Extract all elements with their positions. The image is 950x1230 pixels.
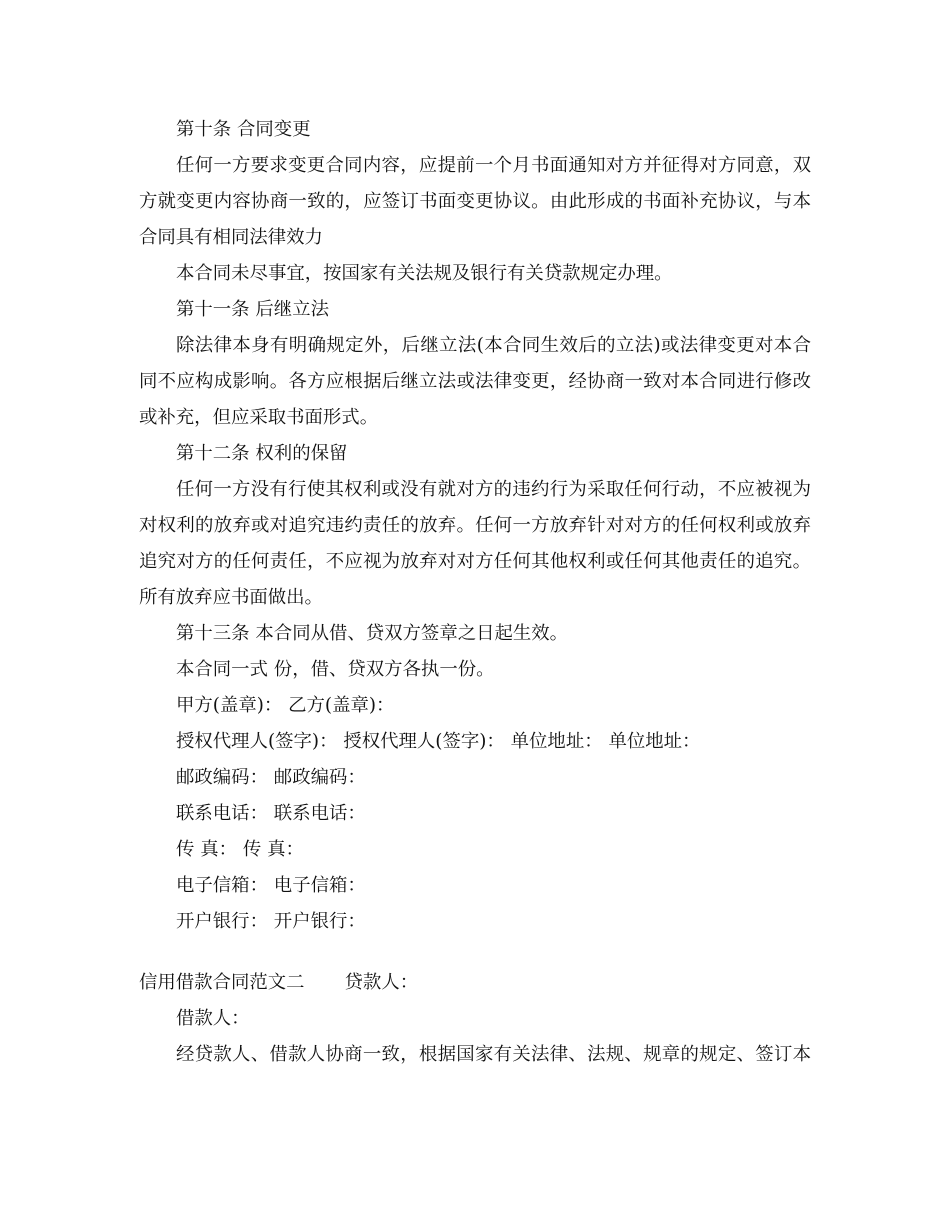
article-10-heading: 第十条 合同变更 <box>176 119 311 140</box>
postal-code-line: 邮政编码： 邮政编码： <box>176 767 366 788</box>
lender-label: 贷款人： <box>344 972 419 993</box>
paragraph-line: 合同具有相同法律效力 <box>139 227 323 248</box>
second-contract-title-line <box>139 965 811 1001</box>
paragraph-line: 同不应构成影响。各方应根据后继立法或法律变更，经协商一致对本合同进行修改 <box>139 371 811 392</box>
paragraph-line: 经贷款人、借款人协商一致，根据国家有关法律、法规、规章的规定、签订本 <box>176 1044 811 1065</box>
section-spacer <box>139 940 811 965</box>
paragraph-line: 本合同一式 份，借、贷双方各执一份。 <box>176 659 495 680</box>
article-13-heading: 第十三条 本合同从借、贷双方签章之日起生效。 <box>176 623 569 644</box>
article-11-heading: 第十一条 后继立法 <box>176 299 329 320</box>
paragraph-line: 所有放弃应书面做出。 <box>139 587 323 608</box>
phone-line: 联系电话： 联系电话： <box>176 803 366 824</box>
paragraph-line: 除法律本身有明确规定外，后继立法(本合同生效后的立法)或法律变更对本合 <box>176 335 811 356</box>
article-12-heading: 第十二条 权利的保留 <box>176 443 348 464</box>
document-body <box>139 112 811 1073</box>
second-contract-title: 信用借款合同范文二 <box>139 972 305 993</box>
signature-agent-line: 授权代理人(签字)： 授权代理人(签字)： 单位地址： 单位地址： <box>176 731 701 752</box>
paragraph-line: 方就变更内容协商一致的，应签订书面变更协议。由此形成的书面补充协议，与本 <box>139 191 811 212</box>
paragraph-line: 对权利的放弃或对追究违约责任的放弃。任何一方放弃针对对方的任何权利或放弃 <box>139 515 811 536</box>
paragraph-line: 或补充，但应采取书面形式。 <box>139 407 379 428</box>
borrower-label: 借款人： <box>176 1008 250 1029</box>
signature-party-line: 甲方(盖章)： 乙方(盖章)： <box>176 695 395 716</box>
fax-line: 传 真： 传 真： <box>176 839 304 860</box>
paragraph-line: 任何一方没有行使其权利或没有就对方的违约行为采取任何行动，不应被视为 <box>176 479 811 500</box>
bank-line: 开户银行： 开户银行： <box>176 911 366 932</box>
paragraph-line: 追究对方的任何责任，不应视为放弃对对方任何其他权利或任何其他责任的追究。 <box>139 551 811 572</box>
email-line: 电子信箱： 电子信箱： <box>176 875 366 896</box>
paragraph-line: 任何一方要求变更合同内容，应提前一个月书面通知对方并征得对方同意，双 <box>176 155 811 176</box>
paragraph-line: 本合同未尽事宜，按国家有关法规及银行有关贷款规定办理。 <box>176 263 673 284</box>
